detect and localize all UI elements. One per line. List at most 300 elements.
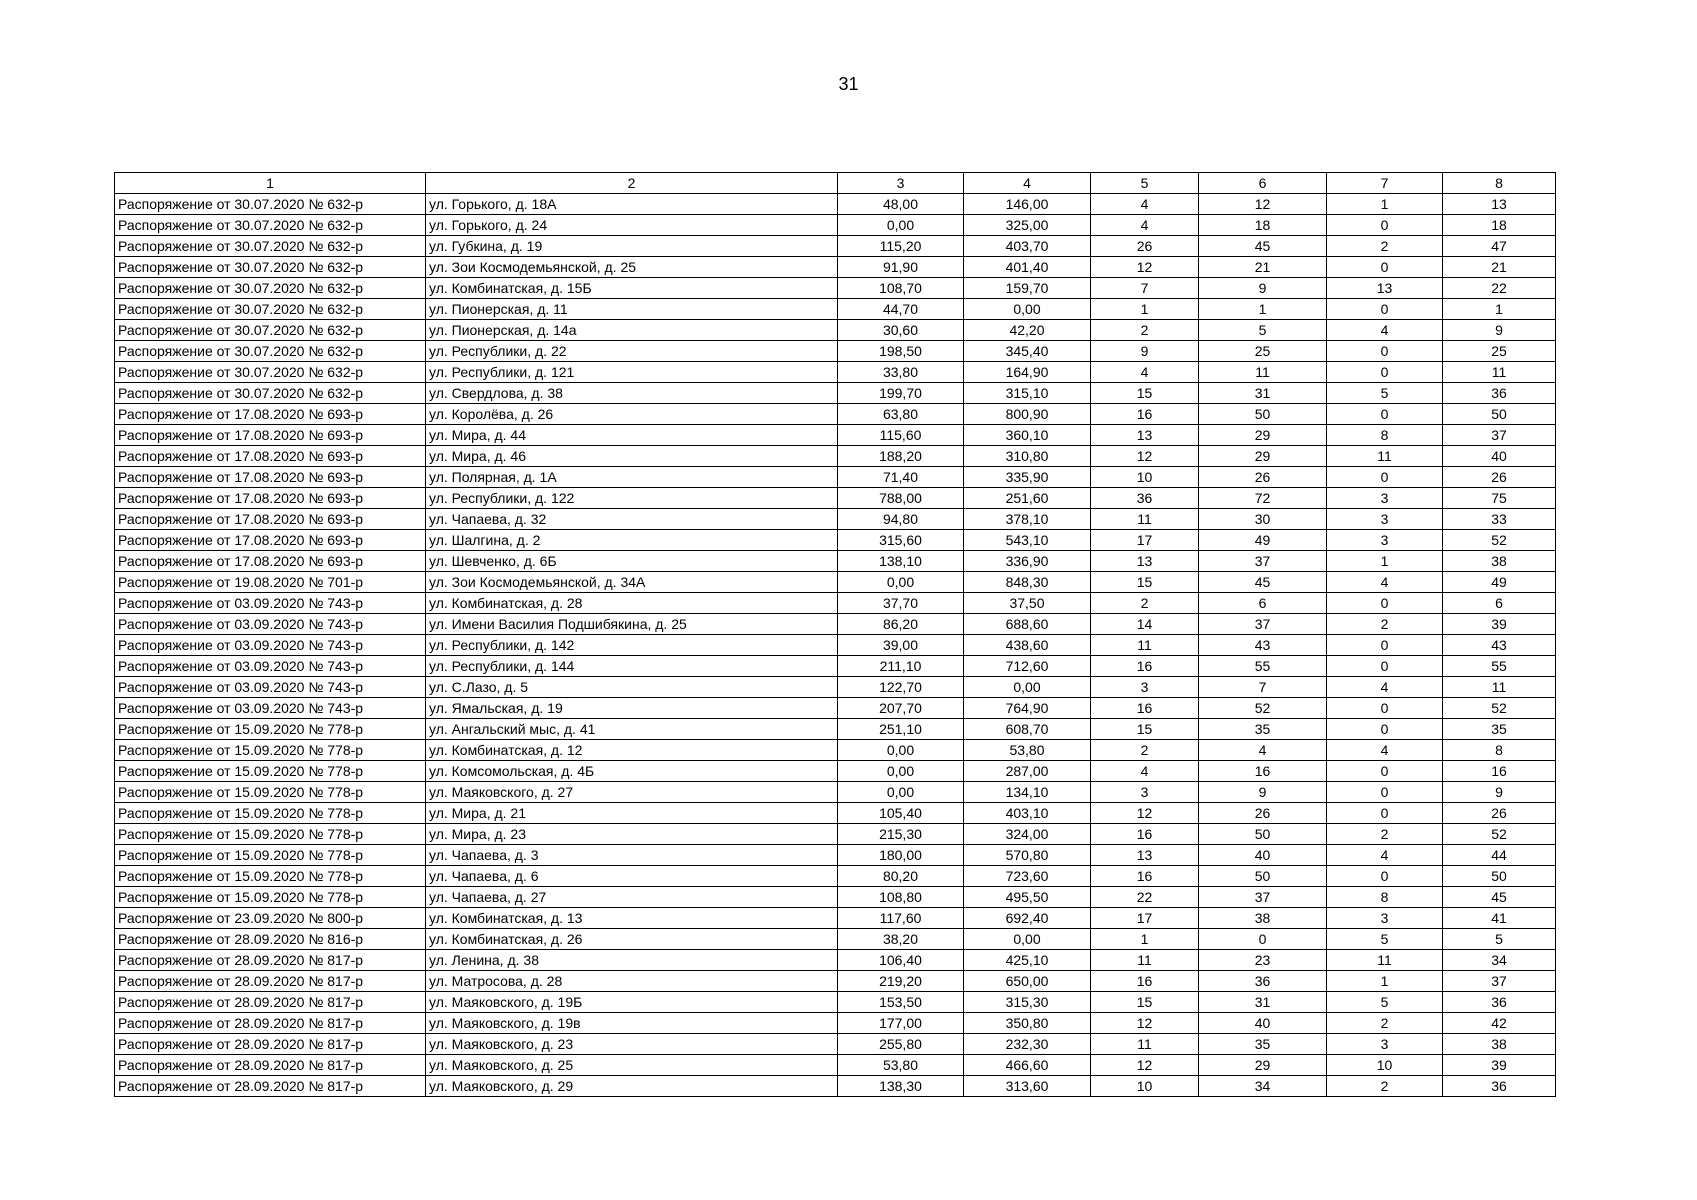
address-cell: ул. Республики, д. 144: [426, 656, 838, 677]
value-3-cell: 215,30: [838, 824, 964, 845]
value-4-cell: 723,60: [964, 866, 1091, 887]
value-6-cell: 26: [1199, 467, 1327, 488]
table-row: [115, 530, 1556, 551]
value-8-cell: 39: [1443, 614, 1556, 635]
value-8-cell: 22: [1443, 278, 1556, 299]
value-7-cell: 3: [1327, 509, 1443, 530]
value-5-cell: 2: [1091, 320, 1199, 341]
value-3-cell: 188,20: [838, 446, 964, 467]
registry-table: [114, 172, 1556, 1097]
value-5-cell: 1: [1091, 299, 1199, 320]
table-row: [115, 215, 1556, 236]
value-4-cell: 0,00: [964, 299, 1091, 320]
value-7-cell: 4: [1327, 845, 1443, 866]
value-8-cell: 52: [1443, 698, 1556, 719]
table-row: [115, 1013, 1556, 1034]
value-8-cell: 36: [1443, 1076, 1556, 1097]
value-3-cell: 44,70: [838, 299, 964, 320]
order-cell: Распоряжение от 15.09.2020 № 778-р: [115, 761, 426, 782]
value-7-cell: 1: [1327, 194, 1443, 215]
table-row: [115, 950, 1556, 971]
address-cell: ул. Королёва, д. 26: [426, 404, 838, 425]
value-7-cell: 2: [1327, 1013, 1443, 1034]
value-6-cell: 34: [1199, 1076, 1327, 1097]
value-8-cell: 9: [1443, 320, 1556, 341]
table-row: [115, 1076, 1556, 1097]
value-3-cell: 117,60: [838, 908, 964, 929]
value-5-cell: 2: [1091, 740, 1199, 761]
value-6-cell: 37: [1199, 887, 1327, 908]
value-7-cell: 10: [1327, 1055, 1443, 1076]
address-cell: ул. Имени Василия Подшибякина, д. 25: [426, 614, 838, 635]
value-3-cell: 198,50: [838, 341, 964, 362]
value-6-cell: 21: [1199, 257, 1327, 278]
value-4-cell: 315,10: [964, 383, 1091, 404]
value-7-cell: 2: [1327, 824, 1443, 845]
value-5-cell: 4: [1091, 194, 1199, 215]
address-cell: ул. Чапаева, д. 6: [426, 866, 838, 887]
value-3-cell: 315,60: [838, 530, 964, 551]
value-3-cell: 86,20: [838, 614, 964, 635]
address-cell: ул. Мира, д. 23: [426, 824, 838, 845]
value-5-cell: 9: [1091, 341, 1199, 362]
value-5-cell: 1: [1091, 929, 1199, 950]
value-8-cell: 44: [1443, 845, 1556, 866]
value-3-cell: 177,00: [838, 1013, 964, 1034]
order-cell: Распоряжение от 30.07.2020 № 632-р: [115, 383, 426, 404]
value-4-cell: 764,90: [964, 698, 1091, 719]
value-5-cell: 2: [1091, 593, 1199, 614]
value-4-cell: 37,50: [964, 593, 1091, 614]
order-cell: Распоряжение от 30.07.2020 № 632-р: [115, 341, 426, 362]
address-cell: ул. Чапаева, д. 32: [426, 509, 838, 530]
value-3-cell: 219,20: [838, 971, 964, 992]
value-3-cell: 94,80: [838, 509, 964, 530]
value-6-cell: 26: [1199, 803, 1327, 824]
value-7-cell: 8: [1327, 887, 1443, 908]
value-6-cell: 35: [1199, 1034, 1327, 1055]
value-4-cell: 403,70: [964, 236, 1091, 257]
value-6-cell: 37: [1199, 614, 1327, 635]
value-6-cell: 11: [1199, 362, 1327, 383]
value-4-cell: 134,10: [964, 782, 1091, 803]
address-cell: ул. Матросова, д. 28: [426, 971, 838, 992]
value-7-cell: 2: [1327, 614, 1443, 635]
value-7-cell: 3: [1327, 488, 1443, 509]
value-5-cell: 12: [1091, 257, 1199, 278]
order-cell: Распоряжение от 30.07.2020 № 632-р: [115, 257, 426, 278]
value-7-cell: 0: [1327, 299, 1443, 320]
table-row: [115, 278, 1556, 299]
order-cell: Распоряжение от 17.08.2020 № 693-р: [115, 467, 426, 488]
value-8-cell: 33: [1443, 509, 1556, 530]
order-cell: Распоряжение от 17.08.2020 № 693-р: [115, 446, 426, 467]
value-4-cell: 712,60: [964, 656, 1091, 677]
value-5-cell: 11: [1091, 1034, 1199, 1055]
value-6-cell: 7: [1199, 677, 1327, 698]
value-6-cell: 50: [1199, 824, 1327, 845]
table-row: [115, 614, 1556, 635]
value-6-cell: 43: [1199, 635, 1327, 656]
address-cell: ул. Республики, д. 122: [426, 488, 838, 509]
address-cell: ул. Мира, д. 44: [426, 425, 838, 446]
value-6-cell: 50: [1199, 404, 1327, 425]
order-cell: Распоряжение от 15.09.2020 № 778-р: [115, 740, 426, 761]
table-row: [115, 467, 1556, 488]
value-6-cell: 9: [1199, 782, 1327, 803]
table-row: [115, 593, 1556, 614]
value-6-cell: 31: [1199, 383, 1327, 404]
address-cell: ул. Маяковского, д. 19Б: [426, 992, 838, 1013]
value-8-cell: 36: [1443, 992, 1556, 1013]
address-cell: ул. Свердлова, д. 38: [426, 383, 838, 404]
value-7-cell: 0: [1327, 719, 1443, 740]
table-row: [115, 572, 1556, 593]
value-8-cell: 16: [1443, 761, 1556, 782]
value-8-cell: 49: [1443, 572, 1556, 593]
value-5-cell: 17: [1091, 530, 1199, 551]
value-3-cell: 105,40: [838, 803, 964, 824]
value-6-cell: 1: [1199, 299, 1327, 320]
value-7-cell: 11: [1327, 446, 1443, 467]
value-6-cell: 38: [1199, 908, 1327, 929]
address-cell: ул. Комбинатская, д. 28: [426, 593, 838, 614]
order-cell: Распоряжение от 03.09.2020 № 743-р: [115, 593, 426, 614]
address-cell: ул. Маяковского, д. 25: [426, 1055, 838, 1076]
value-3-cell: 33,80: [838, 362, 964, 383]
value-6-cell: 29: [1199, 1055, 1327, 1076]
value-6-cell: 4: [1199, 740, 1327, 761]
table-row: [115, 803, 1556, 824]
value-5-cell: 15: [1091, 992, 1199, 1013]
value-3-cell: 0,00: [838, 761, 964, 782]
page-number: 31: [838, 74, 859, 94]
value-5-cell: 15: [1091, 572, 1199, 593]
value-7-cell: 13: [1327, 278, 1443, 299]
address-cell: ул. Маяковского, д. 19в: [426, 1013, 838, 1034]
value-5-cell: 26: [1091, 236, 1199, 257]
column-header: 7: [1327, 173, 1443, 194]
value-4-cell: 543,10: [964, 530, 1091, 551]
table-row: [115, 320, 1556, 341]
value-8-cell: 21: [1443, 257, 1556, 278]
value-6-cell: 72: [1199, 488, 1327, 509]
column-header: 4: [964, 173, 1091, 194]
table-row: [115, 992, 1556, 1013]
value-7-cell: 3: [1327, 1034, 1443, 1055]
value-4-cell: 438,60: [964, 635, 1091, 656]
table-row: [115, 446, 1556, 467]
value-5-cell: 12: [1091, 1013, 1199, 1034]
value-3-cell: 788,00: [838, 488, 964, 509]
value-6-cell: 49: [1199, 530, 1327, 551]
value-4-cell: 335,90: [964, 467, 1091, 488]
value-7-cell: 0: [1327, 656, 1443, 677]
order-cell: Распоряжение от 28.09.2020 № 817-р: [115, 971, 426, 992]
table-row: [115, 845, 1556, 866]
address-cell: ул. С.Лазо, д. 5: [426, 677, 838, 698]
value-3-cell: 138,30: [838, 1076, 964, 1097]
table-row: [115, 824, 1556, 845]
table-row: [115, 236, 1556, 257]
value-5-cell: 16: [1091, 824, 1199, 845]
value-4-cell: 688,60: [964, 614, 1091, 635]
value-8-cell: 41: [1443, 908, 1556, 929]
value-6-cell: 23: [1199, 950, 1327, 971]
value-3-cell: 251,10: [838, 719, 964, 740]
value-6-cell: 55: [1199, 656, 1327, 677]
address-cell: ул. Зои Космодемьянской, д. 25: [426, 257, 838, 278]
value-8-cell: 52: [1443, 530, 1556, 551]
value-7-cell: 2: [1327, 1076, 1443, 1097]
address-cell: ул. Шалгина, д. 2: [426, 530, 838, 551]
order-cell: Распоряжение от 28.09.2020 № 816-р: [115, 929, 426, 950]
value-6-cell: 31: [1199, 992, 1327, 1013]
value-8-cell: 47: [1443, 236, 1556, 257]
value-4-cell: 232,30: [964, 1034, 1091, 1055]
value-3-cell: 207,70: [838, 698, 964, 719]
column-header: 1: [115, 173, 426, 194]
table-row: [115, 257, 1556, 278]
order-cell: Распоряжение от 30.07.2020 № 632-р: [115, 320, 426, 341]
value-8-cell: 37: [1443, 425, 1556, 446]
address-cell: ул. Мира, д. 21: [426, 803, 838, 824]
value-3-cell: 122,70: [838, 677, 964, 698]
value-7-cell: 5: [1327, 383, 1443, 404]
address-cell: ул. Горького, д. 24: [426, 215, 838, 236]
value-6-cell: 9: [1199, 278, 1327, 299]
value-4-cell: 345,40: [964, 341, 1091, 362]
value-7-cell: 0: [1327, 782, 1443, 803]
value-7-cell: 5: [1327, 992, 1443, 1013]
value-4-cell: 350,80: [964, 1013, 1091, 1034]
table-row: [115, 1034, 1556, 1055]
value-4-cell: 0,00: [964, 929, 1091, 950]
value-5-cell: 11: [1091, 950, 1199, 971]
value-6-cell: 6: [1199, 593, 1327, 614]
value-7-cell: 0: [1327, 341, 1443, 362]
address-cell: ул. Пионерская, д. 14а: [426, 320, 838, 341]
value-8-cell: 36: [1443, 383, 1556, 404]
address-cell: ул. Комбинатская, д. 12: [426, 740, 838, 761]
table-row: [115, 488, 1556, 509]
address-cell: ул. Маяковского, д. 27: [426, 782, 838, 803]
value-3-cell: 80,20: [838, 866, 964, 887]
value-3-cell: 138,10: [838, 551, 964, 572]
value-7-cell: 4: [1327, 572, 1443, 593]
order-cell: Распоряжение от 15.09.2020 № 778-р: [115, 845, 426, 866]
value-6-cell: 12: [1199, 194, 1327, 215]
order-cell: Распоряжение от 03.09.2020 № 743-р: [115, 698, 426, 719]
value-6-cell: 40: [1199, 1013, 1327, 1034]
value-3-cell: 180,00: [838, 845, 964, 866]
order-cell: Распоряжение от 28.09.2020 № 817-р: [115, 1034, 426, 1055]
value-8-cell: 43: [1443, 635, 1556, 656]
value-5-cell: 7: [1091, 278, 1199, 299]
value-5-cell: 13: [1091, 425, 1199, 446]
value-7-cell: 3: [1327, 908, 1443, 929]
value-3-cell: 0,00: [838, 572, 964, 593]
order-cell: Распоряжение от 19.08.2020 № 701-р: [115, 572, 426, 593]
value-4-cell: 401,40: [964, 257, 1091, 278]
value-8-cell: 37: [1443, 971, 1556, 992]
value-8-cell: 5: [1443, 929, 1556, 950]
order-cell: Распоряжение от 28.09.2020 № 817-р: [115, 992, 426, 1013]
value-7-cell: 3: [1327, 530, 1443, 551]
value-5-cell: 4: [1091, 215, 1199, 236]
address-cell: ул. Республики, д. 142: [426, 635, 838, 656]
value-6-cell: 29: [1199, 446, 1327, 467]
value-3-cell: 37,70: [838, 593, 964, 614]
value-6-cell: 16: [1199, 761, 1327, 782]
value-5-cell: 13: [1091, 845, 1199, 866]
value-3-cell: 211,10: [838, 656, 964, 677]
value-5-cell: 10: [1091, 1076, 1199, 1097]
value-8-cell: 42: [1443, 1013, 1556, 1034]
value-6-cell: 5: [1199, 320, 1327, 341]
address-cell: ул. Ленина, д. 38: [426, 950, 838, 971]
value-7-cell: 1: [1327, 971, 1443, 992]
value-4-cell: 800,90: [964, 404, 1091, 425]
value-3-cell: 38,20: [838, 929, 964, 950]
value-5-cell: 36: [1091, 488, 1199, 509]
value-7-cell: 0: [1327, 803, 1443, 824]
value-5-cell: 4: [1091, 761, 1199, 782]
table-row: [115, 1055, 1556, 1076]
value-7-cell: 0: [1327, 866, 1443, 887]
table-row: [115, 362, 1556, 383]
table-row: [115, 509, 1556, 530]
value-7-cell: 0: [1327, 761, 1443, 782]
table-row: [115, 719, 1556, 740]
value-5-cell: 16: [1091, 866, 1199, 887]
address-cell: ул. Ангальский мыс, д. 41: [426, 719, 838, 740]
value-6-cell: 25: [1199, 341, 1327, 362]
value-4-cell: 315,30: [964, 992, 1091, 1013]
address-cell: ул. Маяковского, д. 23: [426, 1034, 838, 1055]
value-4-cell: 310,80: [964, 446, 1091, 467]
order-cell: Распоряжение от 30.07.2020 № 632-р: [115, 362, 426, 383]
order-cell: Распоряжение от 15.09.2020 № 778-р: [115, 719, 426, 740]
table-row: [115, 866, 1556, 887]
table-row: [115, 698, 1556, 719]
table-row: [115, 341, 1556, 362]
table-row: [115, 299, 1556, 320]
order-cell: Распоряжение от 03.09.2020 № 743-р: [115, 614, 426, 635]
address-cell: ул. Горького, д. 18А: [426, 194, 838, 215]
value-4-cell: 692,40: [964, 908, 1091, 929]
order-cell: Распоряжение от 30.07.2020 № 632-р: [115, 194, 426, 215]
value-8-cell: 38: [1443, 1034, 1556, 1055]
header-row: [115, 173, 1556, 194]
value-7-cell: 0: [1327, 467, 1443, 488]
value-3-cell: 53,80: [838, 1055, 964, 1076]
address-cell: ул. Комбинатская, д. 13: [426, 908, 838, 929]
order-cell: Распоряжение от 03.09.2020 № 743-р: [115, 656, 426, 677]
value-8-cell: 26: [1443, 467, 1556, 488]
value-6-cell: 29: [1199, 425, 1327, 446]
order-cell: Распоряжение от 15.09.2020 № 778-р: [115, 782, 426, 803]
value-4-cell: 360,10: [964, 425, 1091, 446]
order-cell: Распоряжение от 30.07.2020 № 632-р: [115, 215, 426, 236]
value-6-cell: 36: [1199, 971, 1327, 992]
value-5-cell: 3: [1091, 677, 1199, 698]
order-cell: Распоряжение от 28.09.2020 № 817-р: [115, 1013, 426, 1034]
value-8-cell: 50: [1443, 866, 1556, 887]
order-cell: Распоряжение от 30.07.2020 № 632-р: [115, 236, 426, 257]
order-cell: Распоряжение от 23.09.2020 № 800-р: [115, 908, 426, 929]
table-row: [115, 908, 1556, 929]
address-cell: ул. Комбинатская, д. 15Б: [426, 278, 838, 299]
order-cell: Распоряжение от 28.09.2020 № 817-р: [115, 950, 426, 971]
value-4-cell: 336,90: [964, 551, 1091, 572]
value-4-cell: 251,60: [964, 488, 1091, 509]
column-header: 5: [1091, 173, 1199, 194]
column-header: 6: [1199, 173, 1327, 194]
value-3-cell: 115,20: [838, 236, 964, 257]
value-7-cell: 11: [1327, 950, 1443, 971]
value-4-cell: 164,90: [964, 362, 1091, 383]
value-3-cell: 115,60: [838, 425, 964, 446]
value-8-cell: 50: [1443, 404, 1556, 425]
value-4-cell: 146,00: [964, 194, 1091, 215]
value-4-cell: 324,00: [964, 824, 1091, 845]
value-4-cell: 650,00: [964, 971, 1091, 992]
table-row: [115, 740, 1556, 761]
value-5-cell: 16: [1091, 404, 1199, 425]
value-8-cell: 39: [1443, 1055, 1556, 1076]
value-8-cell: 38: [1443, 551, 1556, 572]
value-4-cell: 495,50: [964, 887, 1091, 908]
address-cell: ул. Чапаева, д. 27: [426, 887, 838, 908]
order-cell: Распоряжение от 30.07.2020 № 632-р: [115, 299, 426, 320]
address-cell: ул. Ямальская, д. 19: [426, 698, 838, 719]
order-cell: Распоряжение от 17.08.2020 № 693-р: [115, 509, 426, 530]
order-cell: Распоряжение от 15.09.2020 № 778-р: [115, 824, 426, 845]
column-header: 2: [426, 173, 838, 194]
address-cell: ул. Комсомольская, д. 4Б: [426, 761, 838, 782]
order-cell: Распоряжение от 17.08.2020 № 693-р: [115, 404, 426, 425]
table-row: [115, 194, 1556, 215]
value-5-cell: 15: [1091, 383, 1199, 404]
value-7-cell: 0: [1327, 362, 1443, 383]
value-6-cell: 52: [1199, 698, 1327, 719]
order-cell: Распоряжение от 15.09.2020 № 778-р: [115, 803, 426, 824]
value-6-cell: 0: [1199, 929, 1327, 950]
value-5-cell: 10: [1091, 467, 1199, 488]
value-3-cell: 255,80: [838, 1034, 964, 1055]
value-7-cell: 2: [1327, 236, 1443, 257]
value-8-cell: 8: [1443, 740, 1556, 761]
value-5-cell: 22: [1091, 887, 1199, 908]
table-row: [115, 677, 1556, 698]
value-4-cell: 0,00: [964, 677, 1091, 698]
value-4-cell: 425,10: [964, 950, 1091, 971]
value-3-cell: 199,70: [838, 383, 964, 404]
value-3-cell: 91,90: [838, 257, 964, 278]
table-row: [115, 656, 1556, 677]
value-3-cell: 0,00: [838, 215, 964, 236]
order-cell: Распоряжение от 30.07.2020 № 632-р: [115, 278, 426, 299]
address-cell: ул. Губкина, д. 19: [426, 236, 838, 257]
value-7-cell: 0: [1327, 404, 1443, 425]
value-8-cell: 40: [1443, 446, 1556, 467]
table-row: [115, 782, 1556, 803]
value-4-cell: 570,80: [964, 845, 1091, 866]
value-6-cell: 45: [1199, 236, 1327, 257]
address-cell: ул. Шевченко, д. 6Б: [426, 551, 838, 572]
value-7-cell: 8: [1327, 425, 1443, 446]
